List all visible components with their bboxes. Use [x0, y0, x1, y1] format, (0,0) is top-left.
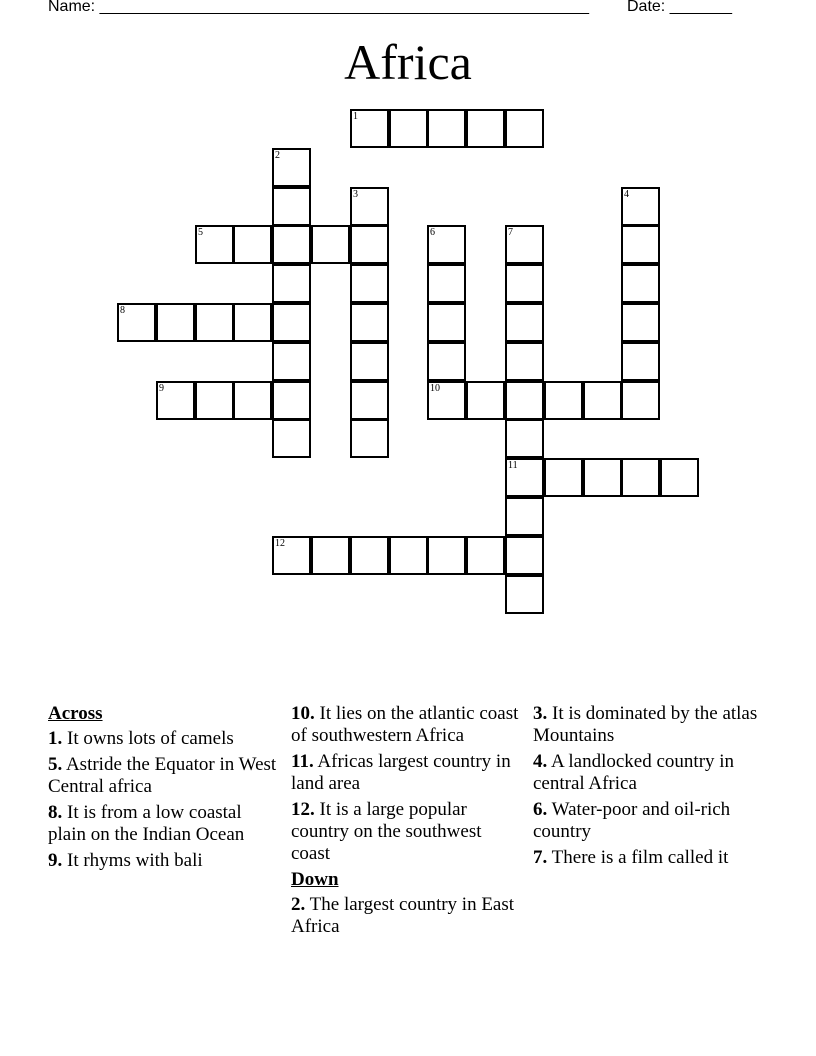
crossword-cell[interactable] — [505, 264, 544, 303]
crossword-cell[interactable] — [505, 381, 544, 420]
crossword-cell[interactable] — [505, 303, 544, 342]
crossword-cell[interactable] — [544, 458, 583, 497]
clue-text: The largest country in East Africa — [291, 894, 515, 937]
clue-number: 3. — [533, 703, 548, 724]
crossword-cell[interactable] — [427, 225, 466, 264]
clue-down-7 — [533, 847, 765, 869]
clue-number: 12. — [291, 799, 315, 820]
clue-number: 11. — [291, 751, 314, 772]
crossword-cell[interactable] — [350, 225, 389, 264]
crossword-cell[interactable] — [427, 342, 466, 381]
clue-column-1 — [48, 703, 280, 876]
clue-text: Water-poor and oil-rich country — [533, 799, 731, 842]
clue-number: 7. — [533, 847, 548, 868]
crossword-cell[interactable] — [389, 109, 428, 148]
clue-number: 4. — [533, 751, 548, 772]
crossword-cell[interactable] — [350, 187, 389, 226]
crossword-cell[interactable] — [621, 342, 660, 381]
crossword-cell[interactable] — [427, 303, 466, 342]
crossword-cell[interactable] — [272, 187, 311, 226]
clue-number: 9. — [48, 850, 63, 871]
crossword-cell[interactable] — [195, 303, 234, 342]
clue-down-4 — [533, 751, 765, 795]
crossword-cell[interactable] — [427, 264, 466, 303]
clue-text: It lies on the atlantic coast of southwestern Africa — [291, 703, 519, 746]
crossword-cell[interactable] — [272, 381, 311, 420]
crossword-cell[interactable] — [350, 342, 389, 381]
crossword-cell[interactable] — [350, 419, 389, 458]
crossword-cell[interactable] — [621, 187, 660, 226]
crossword-cell[interactable] — [156, 303, 195, 342]
crossword-cell[interactable] — [583, 458, 622, 497]
clue-text: It is a large popular country on the southwest coast — [291, 799, 482, 864]
clue-number: 2. — [291, 894, 306, 915]
clue-number-label: 3 — [353, 189, 358, 200]
clue-column-2 — [291, 703, 523, 942]
puzzle-title: Africa — [344, 34, 472, 90]
clue-number: 8. — [48, 802, 63, 823]
crossword-cell[interactable] — [583, 381, 622, 420]
clue-number-label: 12 — [275, 538, 285, 549]
crossword-cell[interactable] — [311, 536, 350, 575]
crossword-cell[interactable] — [272, 264, 311, 303]
clue-number-label: 11 — [508, 460, 518, 471]
date-field-label: Date: _______ — [627, 0, 732, 15]
clue-text: A landlocked country in central Africa — [533, 751, 735, 794]
crossword-cell[interactable] — [427, 536, 466, 575]
clue-column-3 — [533, 703, 765, 873]
crossword-cell[interactable] — [272, 419, 311, 458]
crossword-cell[interactable] — [272, 303, 311, 342]
clue-across-8 — [48, 802, 280, 846]
crossword-cell[interactable] — [660, 458, 699, 497]
crossword-cell[interactable] — [621, 458, 660, 497]
clue-across-9 — [48, 850, 280, 872]
clue-number-label: 6 — [430, 227, 435, 238]
crossword-cell[interactable] — [350, 381, 389, 420]
clue-text: It rhyms with bali — [67, 850, 203, 871]
crossword-cell[interactable] — [272, 342, 311, 381]
clue-across-12 — [291, 799, 523, 865]
crossword-cell[interactable] — [117, 303, 156, 342]
crossword-cell[interactable] — [505, 458, 544, 497]
clue-number-label: 2 — [275, 150, 280, 161]
crossword-cell[interactable] — [350, 264, 389, 303]
clue-number-label: 5 — [198, 227, 203, 238]
clue-number-label: 1 — [353, 111, 358, 122]
clue-number-label: 10 — [430, 383, 440, 394]
clue-text: There is a film called it — [551, 847, 729, 868]
crossword-cell[interactable] — [311, 225, 350, 264]
crossword-cell[interactable] — [466, 381, 505, 420]
crossword-cell[interactable] — [466, 109, 505, 148]
crossword-cell[interactable] — [505, 575, 544, 614]
clue-across-1 — [48, 728, 280, 750]
crossword-cell[interactable] — [195, 225, 234, 264]
clue-number: 5. — [48, 754, 63, 775]
clue-number-label: 4 — [624, 189, 629, 200]
crossword-cell[interactable] — [505, 109, 544, 148]
crossword-cell[interactable] — [544, 381, 583, 420]
crossword-cell[interactable] — [272, 536, 311, 575]
crossword-cell[interactable] — [272, 148, 311, 187]
crossword-cell[interactable] — [195, 381, 234, 420]
crossword-cell[interactable] — [233, 381, 272, 420]
clue-text: Astride the Equator in West Central africa — [48, 754, 277, 797]
clue-down-6 — [533, 799, 765, 843]
clue-number: 1. — [48, 728, 63, 749]
clue-across-10 — [291, 703, 523, 747]
clue-down-2 — [291, 894, 523, 938]
clue-text: It is dominated by the atlas Mountains — [533, 703, 758, 746]
clue-number-label: 7 — [508, 227, 513, 238]
crossword-cell[interactable] — [621, 264, 660, 303]
crossword-cell[interactable] — [272, 225, 311, 264]
clue-across-11 — [291, 751, 523, 795]
crossword-cell[interactable] — [505, 536, 544, 575]
clue-number: 6. — [533, 799, 548, 820]
clue-number: 10. — [291, 703, 315, 724]
crossword-cell[interactable] — [621, 303, 660, 342]
crossword-cell[interactable] — [350, 303, 389, 342]
crossword-cell[interactable] — [427, 109, 466, 148]
crossword-cell[interactable] — [350, 109, 389, 148]
crossword-cell[interactable] — [156, 381, 195, 420]
crossword-cell[interactable] — [621, 381, 660, 420]
name-field-label: Name: _______________________________________________________ — [48, 0, 589, 15]
clue-text: It owns lots of camels — [67, 728, 234, 749]
clue-across-5 — [48, 754, 280, 798]
crossword-cell[interactable] — [621, 225, 660, 264]
crossword-cell[interactable] — [389, 536, 428, 575]
crossword-cell[interactable] — [505, 342, 544, 381]
down-heading: Down — [291, 869, 339, 890]
clue-text: Africas largest country in land area — [291, 751, 511, 794]
clue-down-3 — [533, 703, 765, 747]
clue-number-label: 9 — [159, 383, 164, 394]
crossword-cell[interactable] — [233, 225, 272, 264]
crossword-cell[interactable] — [505, 497, 544, 536]
crossword-cell[interactable] — [233, 303, 272, 342]
crossword-cell[interactable] — [505, 419, 544, 458]
clue-text: It is from a low coastal plain on the Indian Ocean — [48, 802, 245, 845]
clue-number-label: 8 — [120, 305, 125, 316]
crossword-cell[interactable] — [466, 536, 505, 575]
crossword-cell[interactable] — [505, 225, 544, 264]
across-heading: Across — [48, 703, 103, 724]
crossword-cell[interactable] — [350, 536, 389, 575]
crossword-cell[interactable] — [427, 381, 466, 420]
